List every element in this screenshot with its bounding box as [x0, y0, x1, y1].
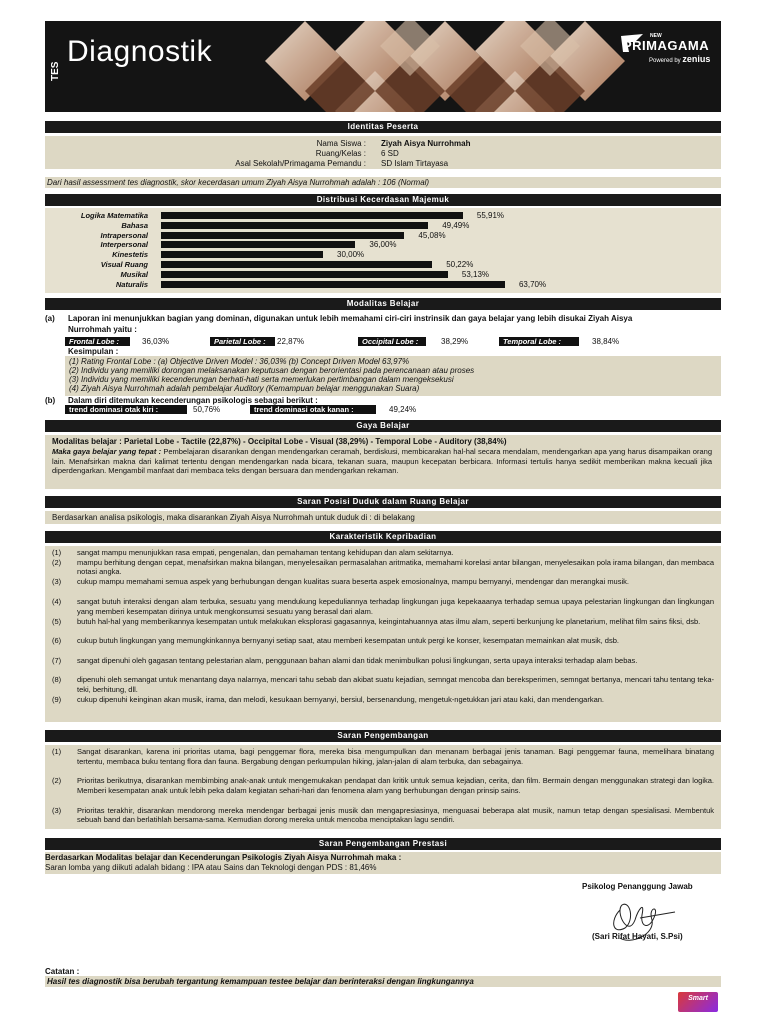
- identity-header: Identitas Peserta: [45, 121, 721, 133]
- lobe-frontal-label: Frontal Lobe :: [65, 337, 130, 346]
- mi-label: Bahasa: [121, 220, 148, 230]
- gaya-modalitas-line: Modalitas belajar : Parietal Lobe - Tactile (22,87%) - Occipital Lobe - Visual (38,29%) - Temporal Lobe - Auditory (38,84%): [52, 437, 507, 446]
- posisi-text: Berdasarkan analisa psikologis, maka disarankan Ziyah Aisya Nurrohmah untuk duduk di : di belakang: [52, 513, 415, 522]
- gaya-lead: Maka gaya belajar yang tepat :: [52, 447, 162, 456]
- list-item-number: (3): [52, 805, 62, 815]
- mi-label: Logika Matematika: [80, 211, 148, 220]
- list-item-number: (4): [52, 597, 62, 606]
- kesimpulan-1: (1) Rating Frontal Lobe : (a) Objective Driven Model : 36,03% (b) Concept Driven Model 63,97%: [69, 357, 410, 366]
- list-item-number: (1): [52, 747, 62, 756]
- mi-value-label: 63,70%: [518, 279, 547, 289]
- gaya-header: Gaya Belajar: [45, 420, 721, 432]
- mi-bar: [161, 271, 448, 278]
- mi-bar: [161, 261, 432, 268]
- list-item-number: (2): [52, 557, 62, 567]
- mi-label: Musikal: [120, 269, 148, 279]
- gaya-paragraph: [52, 447, 712, 476]
- signature-title: Psikolog Penanggung Jawab: [582, 882, 693, 891]
- signature-scribble-icon: [600, 890, 690, 950]
- kesimpulan-3: (3) Individu yang memiliki kecenderungan berhati-hati serta memerlukan pertimbangan dalam mengeksekusi: [69, 375, 454, 384]
- mi-bar: [161, 251, 323, 258]
- list-item: cukup mampu memahami semua aspek yang berhubungan dengan kualitas suara beserta aspek emosionalnya, mampu bernyanyi, mendengar dan merangkai musik.: [77, 577, 629, 587]
- mi-value-label: 49,49%: [442, 220, 470, 230]
- catatan-label: Catatan :: [45, 967, 80, 976]
- gaya-body: Pembelajaran disarankan dengan mendengarkan ceramah, berdiskusi, membicarakan hal-hal secara mendalam, mendengarkan apa yang harus disampaikan orang lain. Menafsirkan makna dari kalimat tertentu dengan mendengarkan nada bicara, tekanan suara, maupun kecepatan berbicara. Informasi tertulis hanya sedikit memberikan makna kecuali jika diperdengarkan. Mengambil manfaat dari membaca teks dengan bersuara dan mendengarkan rekaman.: [52, 447, 712, 475]
- mi-bar: [161, 241, 355, 248]
- brand-new-label: NEW: [650, 33, 662, 39]
- mi-label: Interpersonal: [100, 240, 148, 250]
- list-item: sangat dipenuhi oleh gagasan tentang pelestarian alam, penggunaan bahan alami dan tidak menimbulkan polusi lingkungan, serta upaya interaksi terhadap alam bebas.: [77, 655, 638, 665]
- smart-badge: Smart: [678, 992, 718, 1012]
- modalitas-b-marker: (b): [45, 396, 56, 405]
- mi-bar: [161, 232, 404, 239]
- list-item: dipenuhi oleh semangat untuk menantang daya nalarnya, mencari tahu sebab dan akibat suatu kejadian, semngat mencoba dan bereksperimen, semngat bertanya, mencari tahu tentang teka-teki, berhitung, dll.: [77, 675, 714, 694]
- list-item: Prioritas berikutnya, disarankan membimbing anak-anak untuk mengemukakan pendapat dan kritik untuk semua kejadian, cerita, dan film. Bermain dengan menggunakan strategi dan logika. Memberi kesempatan anak untuk lebih peka dalam kegiatan sehari-hari dan fenomena alam yang berhubungan dengan prinsip sains.: [77, 776, 714, 795]
- name-value: Ziyah Aisya Nurrohmah: [381, 139, 471, 148]
- trend-right-label: trend dominasi otak kanan :: [250, 405, 376, 414]
- lobe-frontal-value: 36,03%: [142, 337, 170, 346]
- lobe-parietal-label: Parietal Lobe :: [210, 337, 275, 346]
- class-value: 6 SD: [381, 149, 399, 158]
- iq-summary: Dari hasil assessment tes diagnostik, skor kecerdasan umum Ziyah Aisya Nurrohmah adalah : 106 (Normal): [47, 178, 430, 187]
- mi-label: Visual Ruang: [100, 260, 148, 269]
- lobe-parietal-value: 22,87%: [277, 337, 305, 346]
- trend-left-label: trend dominasi otak kiri :: [65, 405, 187, 414]
- list-item-number: (9): [52, 695, 62, 704]
- brand-name: PRIMAGAMA: [623, 38, 710, 53]
- kesimpulan-2: (2) Individu yang memiliki dorongan melaksanakan keputusan dengan berorientasi pada perencanaan atau proses: [69, 366, 475, 375]
- list-item: cukup butuh lingkungan yang memungkinkannya bernyanyi setiap saat, atau memberi kesempatan untuk pergi ke konser, kesempatan memainkan alat musik, dsb.: [77, 636, 619, 646]
- pengembangan-header: Saran Pengembangan: [45, 730, 721, 742]
- modalitas-b-text: Dalam diri ditemukan kecenderungan psikologis sebagai berikut :: [68, 396, 318, 405]
- class-label: Ruang/Kelas :: [315, 149, 366, 158]
- kesimpulan-4: (4) Ziyah Aisya Nurrohmah adalah pembelajar Auditory (Kemampuan belajar menggunakan Suara): [69, 384, 420, 393]
- prestasi-line-2: Saran lomba yang diikuti adalah bidang : IPA atau Sains dan Teknologi dengan PDS : 81,46%: [45, 863, 377, 872]
- mi-value-label: 55,91%: [476, 211, 505, 220]
- brand-powered: [649, 54, 710, 64]
- mi-value-label: 30,00%: [337, 250, 365, 260]
- kepribadian-header: Karakteristik Kepribadian: [45, 531, 721, 543]
- school-label: Asal Sekolah/Primagama Pemandu :: [235, 159, 366, 168]
- mi-bar: [161, 212, 463, 219]
- list-item-number: (5): [52, 616, 62, 626]
- mi-label: Intrapersonal: [100, 230, 148, 240]
- mi-value-label: 53,13%: [461, 269, 490, 279]
- catatan-text: Hasil tes diagnostik bisa berubah tergantung kemampuan testee belajar dan berinteraksi dengan lingkungannya: [47, 977, 474, 986]
- mi-value-label: 50,22%: [446, 260, 474, 269]
- list-item: sangat mampu menunjukkan rasa empati, pengenalan, dan pemahaman tentang kehidupan dan alam sekitarnya.: [77, 548, 454, 557]
- mi-value-label: 45,08%: [418, 230, 446, 240]
- trend-left-value: 50,76%: [193, 405, 221, 414]
- mi-header: Distribusi Kecerdasan Majemuk: [45, 194, 721, 206]
- mi-label: Naturalis: [115, 279, 148, 289]
- logo-diagnostik: Diagnostik: [67, 35, 213, 68]
- mi-bar: [161, 281, 505, 288]
- prestasi-header: Saran Pengembangan Prestasi: [45, 838, 721, 850]
- list-item-number: (7): [52, 655, 62, 665]
- list-item: sangat butuh interaksi dengan alam terbuka, sesuatu yang mendukung kepeduliannya terhadap lingkungan juga kepekaaanya terhadap semua upaya pelestarian lingkungan dan lingkungan yang memberi kesempatan dirinya untuk mengkonsumsi sesuatu yang berasal dari alam.: [77, 597, 714, 616]
- modalitas-header: Modalitas Belajar: [45, 298, 721, 310]
- list-item: butuh hal-hal yang memberikannya kesempatan untuk melakukan eksplorasi gagasannya, keingintahuannya atas ilmu alam, seperti berkunjung ke planetarium, melihat film sains fiksi, dsb.: [77, 616, 701, 626]
- lobe-temporal-label: Temporal Lobe :: [499, 337, 579, 346]
- brand-zenius: zenius: [682, 54, 711, 64]
- logo-tes-text: TES: [50, 61, 61, 81]
- mi-bar: [161, 222, 428, 229]
- modalitas-a-text: Laporan ini menunjukkan bagian yang dominan, digunakan untuk lebih memahami ciri-ciri instrinsik dan gaya belajar yang lebih disukai Ziyah Aisya: [68, 314, 633, 323]
- signature-name: (Sari Rifat Hayati, S.Psi): [592, 932, 683, 941]
- lobe-temporal-value: 38,84%: [592, 337, 620, 346]
- posisi-header: Saran Posisi Duduk dalam Ruang Belajar: [45, 496, 721, 508]
- list-item-number: (6): [52, 636, 62, 646]
- list-item: Prioritas terakhir, disarankan mendorong mereka mendengar berbagai jenis musik dan mengapresiasinya, menguasai beberapa alat musik, namun tetap dengan spesialisasi. Membentuk sebuah band dan berlatihlah bersama-sama. Kemudian dorong mereka untuk mencoba menciptakan lagu sendiri.: [77, 805, 714, 825]
- modalitas-a-marker: (a): [45, 314, 55, 323]
- lobe-occipital-label: Occipital Lobe :: [358, 337, 426, 346]
- list-item-number: (1): [52, 548, 62, 557]
- list-item: mampu berhitung dengan cepat, menafsirkan makna bilangan, menyelesaikan permasalahan aritmatika, memahami korelasi antar bilangan, menyelesaikan pola irama bilangan, dan membaca notasi angka.: [77, 557, 714, 577]
- trend-right-value: 49,24%: [389, 405, 417, 414]
- brand-powered-text: Powered by: [649, 58, 681, 64]
- school-value: SD Islam Tirtayasa: [381, 159, 449, 168]
- kesimpulan-label: Kesimpulan :: [68, 347, 119, 356]
- prestasi-line-1: Berdasarkan Modalitas belajar dan Kecenderungan Psikologis Ziyah Aisya Nurrohmah maka :: [45, 853, 402, 862]
- name-label: Nama Siswa :: [316, 139, 366, 148]
- lobe-occipital-value: 38,29%: [441, 337, 469, 346]
- mi-label: Kinestetis: [112, 250, 148, 260]
- list-item-number: (8): [52, 675, 62, 685]
- mi-value-label: 36,00%: [369, 240, 397, 250]
- list-item-number: (2): [52, 776, 62, 786]
- list-item-number: (3): [52, 577, 62, 587]
- list-item: cukup dipenuhi keinginan akan musik, irama, dan melodi, kesukaan bernyanyi, bersiul, bersenandung, mengetuk-ngetukkan jari atau kaki, dan mendengarkan.: [77, 695, 604, 704]
- modalitas-a-text-2: Nurrohmah yaitu :: [68, 325, 137, 334]
- header-banner: [45, 21, 721, 112]
- list-item: Sangat disarankan, karena ini prioritas utama, bagi penggemar flora, mereka bisa mengumpulkan dan menanam berbagai jenis tanaman. Bagi penggemar fauna, memelihara binatang tertentu, membaca buku tentang flora dan fauna. Bergabung dengan perkumpulan hiking, jalan-jalan di alam terbuka, dan sebagainya.: [77, 747, 714, 766]
